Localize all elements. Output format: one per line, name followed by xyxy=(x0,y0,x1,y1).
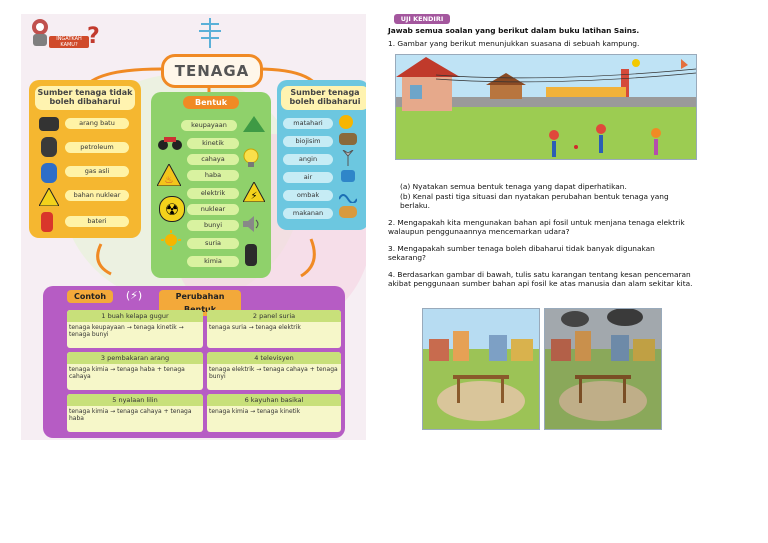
non-renewable-item: petroleum xyxy=(65,142,129,153)
nuclear-warning-icon xyxy=(39,188,59,206)
question-2: 2. Mengapakah kita mengunakan bahan api fosil untuk menjana tenaga elektrik walaupun penggunaannya mencemarkan udara? xyxy=(388,218,685,236)
example-text: tenaga kimia → tenaga kinetik xyxy=(209,408,301,415)
non-renewable-item: bateri xyxy=(65,216,129,227)
form-item: suria xyxy=(187,238,239,249)
uji-kendiri-tag: UJI KENDIRI xyxy=(394,14,450,24)
example-card xyxy=(207,352,341,390)
example-text: tenaga kimia → tenaga haba + tenaga cahaya xyxy=(69,366,185,380)
example-title: 2 panel suria xyxy=(207,310,341,322)
form-item: elektrik xyxy=(187,188,239,199)
form-item: nuklear xyxy=(187,204,239,215)
example-text: tenaga elektrik → tenaga cahaya + tenaga bunyi xyxy=(209,366,338,380)
oil-barrel-icon xyxy=(41,137,57,157)
question-1a: (a) Nyatakan semua bentuk tenaga yang dapat diperhatikan. xyxy=(400,182,627,191)
lightning-icon: (⚡) xyxy=(125,289,143,302)
question-4: 4. Berdasarkan gambar di bawah, tulis satu karangan tentang kesan pencemaran akibat penggunaan sumber bahan api fosil ke atas manusia dan alam sekitar kita. xyxy=(388,270,693,288)
village-scene-image xyxy=(395,54,697,160)
biomass-icon xyxy=(339,133,357,145)
forms-panel xyxy=(151,92,271,278)
svg-text:☢: ☢ xyxy=(164,200,180,219)
speaker-icon xyxy=(243,216,261,232)
instruction-text: Jawab semua soalan yang berikut dalam buku latihan Sains. xyxy=(388,26,640,35)
page-title: TENAGA xyxy=(161,54,263,88)
sun-icon xyxy=(161,230,181,250)
contoh-label: Contoh xyxy=(67,290,113,303)
renewable-panel xyxy=(277,80,366,230)
example-card xyxy=(207,310,341,348)
example-text: tenaga keupayaan → tenaga kinetik → tenaga bunyi xyxy=(69,324,184,338)
renewable-item: air xyxy=(283,172,333,183)
non-renewable-item: gas asli xyxy=(65,166,129,177)
battery-icon xyxy=(41,212,53,232)
water-icon xyxy=(341,170,355,182)
examples-box xyxy=(43,286,345,438)
example-title: 5 nyalaan lilin xyxy=(67,394,203,406)
form-item: bunyi xyxy=(187,220,239,231)
example-title: 1 buah kelapa gugur xyxy=(67,310,203,322)
example-text: tenaga kimia → tenaga cahaya + tenaga haba xyxy=(69,408,192,422)
right-page xyxy=(380,10,702,436)
form-item: haba xyxy=(187,170,239,181)
mountain-icon xyxy=(243,116,265,132)
fire-warning-icon xyxy=(157,164,181,186)
non-renewable-item: arang batu xyxy=(65,118,129,129)
battery-icon xyxy=(245,244,257,266)
renewable-item: angin xyxy=(283,154,333,165)
sun-icon xyxy=(339,115,353,129)
non-renewable-heading: Sumber tenaga tidak boleh dibaharui xyxy=(35,86,135,110)
example-card xyxy=(67,352,203,390)
example-card xyxy=(67,394,203,432)
form-item: keupayaan xyxy=(181,120,237,131)
wave-icon xyxy=(339,188,357,200)
form-item: kimia xyxy=(187,256,239,267)
gas-tank-icon xyxy=(41,163,57,183)
question-1: 1. Gambar yang berikut menunjukkan suasana di sebuah kampung. xyxy=(388,39,640,48)
forms-heading: Bentuk xyxy=(183,96,239,109)
example-card xyxy=(207,394,341,432)
coal-icon xyxy=(39,117,59,131)
clean-city-image xyxy=(422,308,540,430)
renewable-item: biojisim xyxy=(283,136,333,147)
windmill-icon xyxy=(341,150,355,166)
ingatkah-label: INGATKAH KAMU? xyxy=(49,36,89,48)
non-renewable-item: bahan nuklear xyxy=(65,190,129,201)
form-item: kinetik xyxy=(187,138,239,149)
radiation-icon xyxy=(159,196,185,222)
form-item: cahaya xyxy=(187,154,239,165)
food-icon xyxy=(339,206,357,218)
svg-text:♨: ♨ xyxy=(164,175,174,186)
motorcycle-icon xyxy=(157,134,183,150)
question-3: 3. Mengapakah sumber tenaga boleh dibaharui tidak banyak digunakan sekarang? xyxy=(388,244,655,262)
perubahan-label: Perubahan xyxy=(159,290,241,316)
electric-warning-icon xyxy=(243,182,265,202)
example-text: tenaga suria → tenaga elektrik xyxy=(209,324,301,331)
example-title: 3 pembakaran arang xyxy=(67,352,203,364)
example-title: 4 televisyen xyxy=(207,352,341,364)
renewable-item: ombak xyxy=(283,190,333,201)
question-1b: (b) Kenal pasti tiga situasi dan nyatakan perubahan bentuk tenaga yang berlaku. xyxy=(400,192,669,210)
light-bulb-icon xyxy=(243,148,259,168)
renewable-item: matahari xyxy=(283,118,333,129)
question-mark-icon: ? xyxy=(87,24,100,49)
left-page xyxy=(21,14,366,440)
renewable-heading: Sumber tenaga boleh dibaharui xyxy=(281,86,366,110)
polluted-city-image xyxy=(544,308,662,430)
svg-text:⚡: ⚡ xyxy=(250,191,258,202)
example-title: 6 kayuhan basikal xyxy=(207,394,341,406)
renewable-item: makanan xyxy=(283,208,333,219)
non-renewable-panel xyxy=(29,80,141,238)
example-card xyxy=(67,310,203,348)
